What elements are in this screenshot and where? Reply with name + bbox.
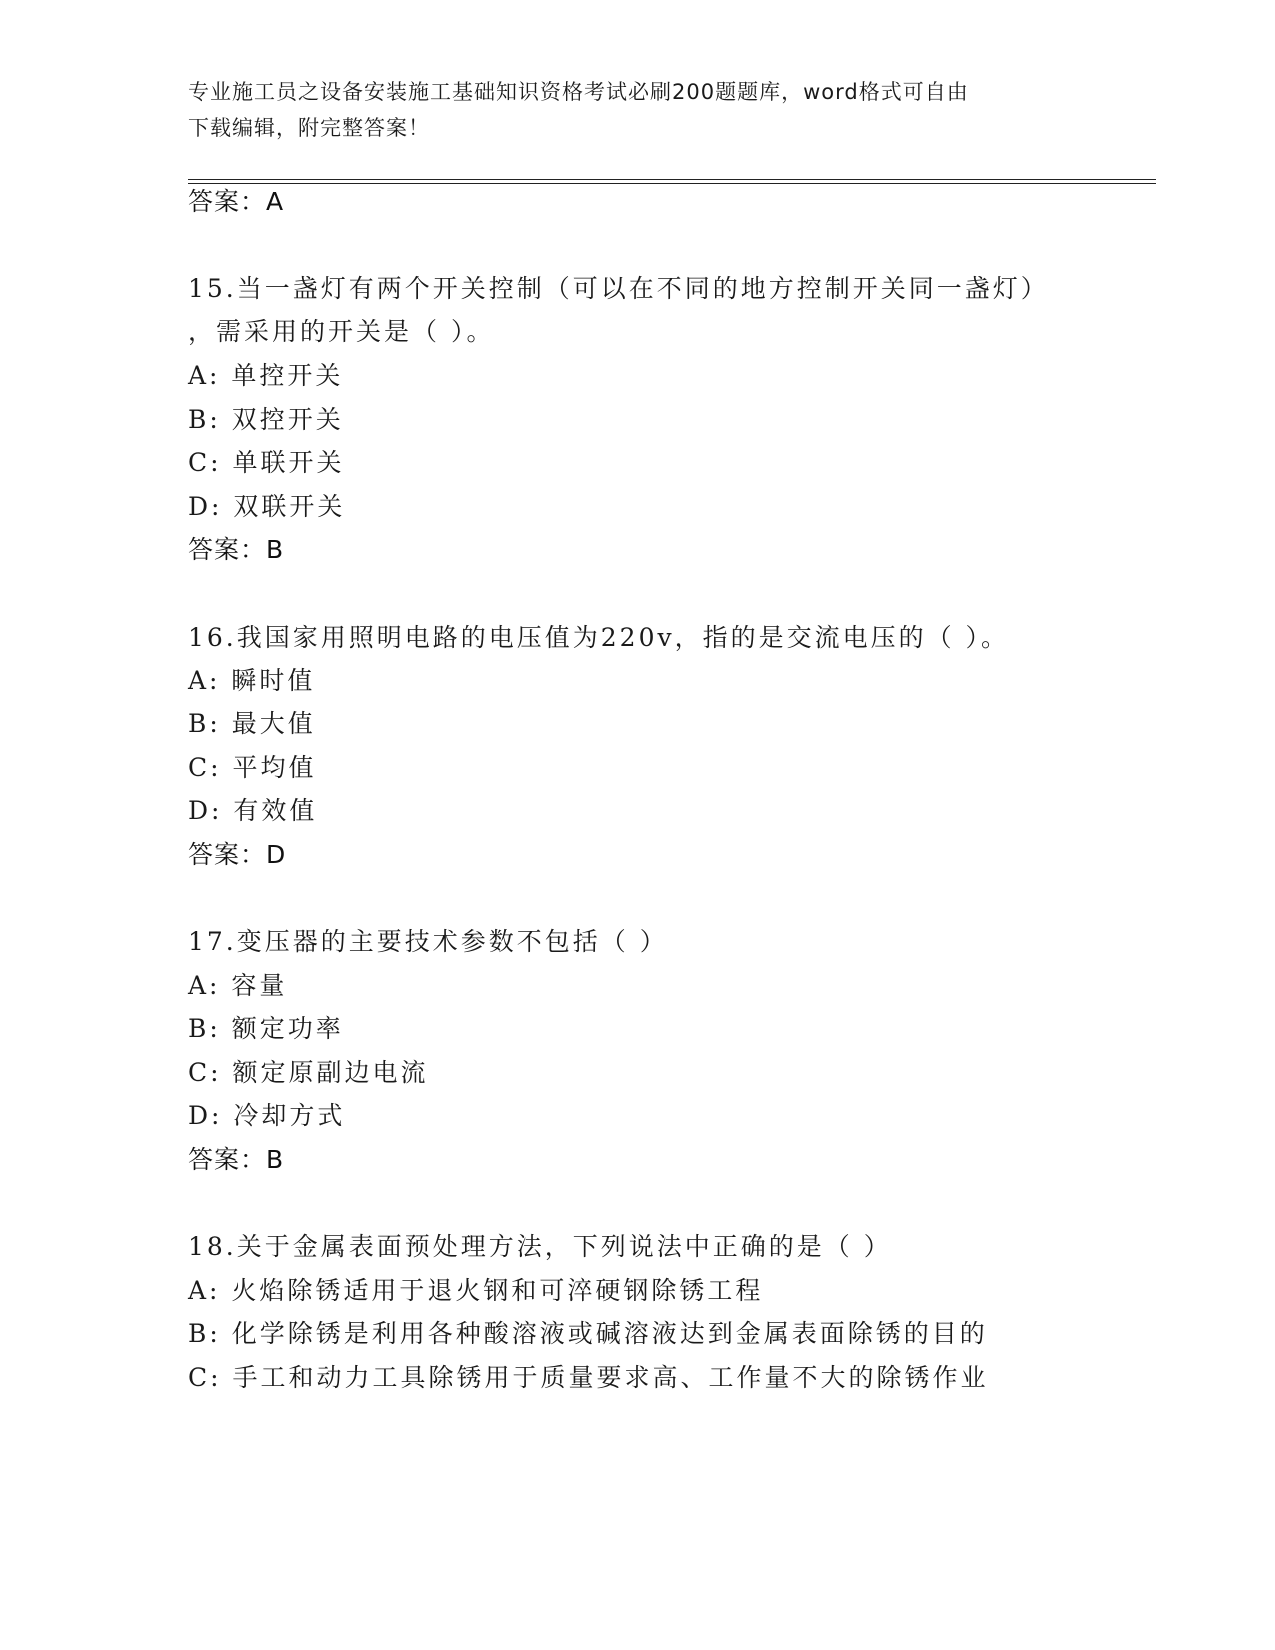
question-18-option-a: A: 火焰除锈适用于退火钢和可淬硬钢除锈工程 [188, 1276, 764, 1305]
question-16-option-a: A: 瞬时值 [188, 666, 316, 695]
question-15-answer: 答案：B [188, 535, 285, 564]
question-15-option-d: D: 双联开关 [188, 492, 346, 521]
question-17-stem: 17.变压器的主要技术参数不包括（ ） [188, 927, 668, 956]
question-17-option-c: C: 额定原副边电流 [188, 1058, 429, 1087]
question-17-answer: 答案：B [188, 1145, 285, 1174]
question-15-option-a: A: 单控开关 [188, 361, 344, 390]
header-line-1: 专业施工员之设备安装施工基础知识资格考试必刷200题题库，word格式可自由 [188, 80, 969, 104]
question-16-answer: 答案：D [188, 840, 287, 869]
question-15-stem-line-2: ，需采用的开关是（ ）。 [188, 317, 495, 346]
question-16-stem: 16.我国家用照明电路的电压值为220v，指的是交流电压的（ ）。 [188, 623, 1010, 652]
question-16-option-d: D: 有效值 [188, 796, 318, 825]
question-17-option-b: B: 额定功率 [188, 1014, 344, 1043]
header-line-2: 下载编辑，附完整答案！ [188, 116, 430, 140]
question-18-option-c: C: 手工和动力工具除锈用于质量要求高、工作量不大的除锈作业 [188, 1363, 989, 1392]
header-divider [188, 179, 1156, 184]
question-15-option-c: C: 单联开关 [188, 448, 345, 477]
answer-previous: 答案：A [188, 187, 285, 216]
question-18-option-b: B: 化学除锈是利用各种酸溶液或碱溶液达到金属表面除锈的目的 [188, 1319, 988, 1348]
question-16-option-c: C: 平均值 [188, 753, 317, 782]
question-16-option-b: B: 最大值 [188, 709, 316, 738]
question-17-option-a: A: 容量 [188, 971, 288, 1000]
document-header [188, 74, 1088, 146]
question-17-option-d: D: 冷却方式 [188, 1101, 346, 1130]
question-15-option-b: B: 双控开关 [188, 405, 344, 434]
question-18-stem: 18.关于金属表面预处理方法，下列说法中正确的是（ ） [188, 1232, 892, 1261]
question-15-stem-line-1: 15.当一盏灯有两个开关控制（可以在不同的地方控制开关同一盏灯） [188, 274, 1049, 303]
